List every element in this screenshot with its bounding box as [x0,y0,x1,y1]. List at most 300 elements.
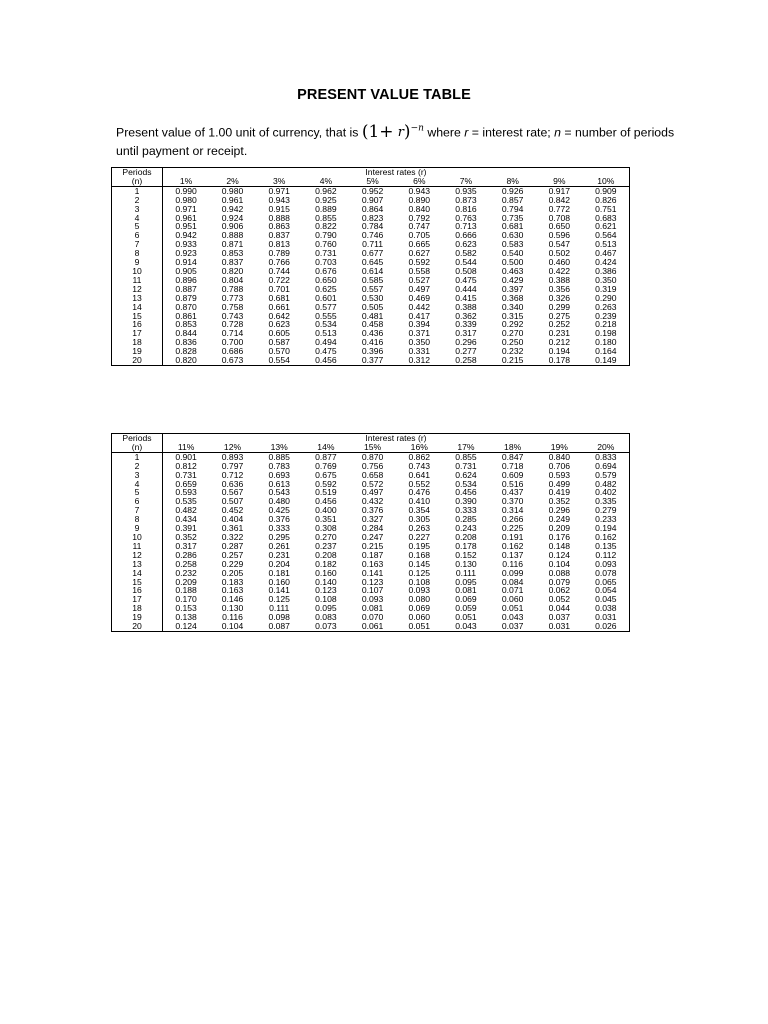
pv-factor-cell: 0.783 [268,461,290,471]
pv-factor-cell: 0.153 [175,604,197,614]
pv-factor-cell: 0.735 [501,213,524,223]
pv-factor-cell: 0.853 [221,249,244,259]
table-row [112,240,630,249]
pv-factor-cell: 0.043 [501,613,524,623]
pv-factor-cell: 0.534 [455,479,477,489]
pv-factor-cell: 0.340 [501,302,524,312]
pv-factor-cell: 0.519 [315,488,337,498]
pv-factor-cell: 0.356 [548,284,571,294]
pv-factor-cell: 0.152 [455,550,477,560]
period-cell: 10 [112,267,163,276]
pv-factor-cell: 0.836 [175,338,197,348]
pv-factor-cell: 0.104 [548,559,571,569]
table-row [112,622,630,631]
table-row [112,515,630,524]
pv-factor-cell: 0.429 [501,275,524,285]
period-cell: 11 [112,276,163,285]
pv-factor-cell: 0.026 [595,622,617,632]
pv-factor-cell: 0.191 [501,532,524,542]
pv-factor-cell: 0.145 [408,559,431,569]
pv-factor-cell: 0.209 [175,577,197,587]
table-row [112,205,630,214]
interest-rates-header: Interest rates (r) [365,167,427,177]
table-row [112,338,630,347]
pv-factor-cell: 0.277 [455,347,477,357]
pv-factor-cell: 0.079 [548,577,571,587]
pv-factor-cell: 0.388 [548,275,571,285]
pv-factor-cell: 0.756 [361,461,384,471]
pv-factor-cell: 0.163 [221,586,244,596]
period-cell: 20 [112,356,163,365]
pv-factor-cell: 0.299 [548,302,571,312]
rate-column-header: 18% [489,443,536,452]
pv-factor-cell: 0.794 [501,204,524,214]
pv-factor-cell: 0.535 [175,497,197,507]
pv-factor-cell: 0.844 [175,329,197,339]
period-cell: 4 [112,214,163,223]
pv-factor-cell: 0.319 [595,284,617,294]
pv-factor-cell: 0.572 [361,479,384,489]
pv-factor-cell: 0.080 [408,595,431,605]
pv-factor-cell: 0.444 [455,284,477,294]
pv-factor-cell: 0.062 [548,586,571,596]
pv-factor-cell: 0.257 [221,550,244,560]
pv-factor-cell: 0.315 [501,311,524,321]
pv-factor-cell: 0.149 [595,356,617,366]
pv-factor-cell: 0.095 [455,577,477,587]
pv-factor-cell: 0.840 [408,204,431,214]
table-row [112,285,630,294]
pv-factor-cell: 0.728 [221,320,244,330]
pv-factor-cell: 0.513 [315,329,337,339]
table-row [112,551,630,560]
pv-factor-cell: 0.111 [269,604,290,614]
pv-factor-cell: 0.250 [501,338,524,348]
pv-factor-cell: 0.625 [315,284,337,294]
pv-factor-cell: 0.093 [361,595,384,605]
table-row [112,506,630,515]
period-cell: 11 [112,542,163,551]
pv-factor-cell: 0.432 [361,497,384,507]
pv-factor-cell: 0.681 [268,293,290,303]
pv-factor-cell: 0.037 [501,622,524,632]
pv-factor-cell: 0.180 [595,338,617,348]
rate-column-header: 1% [163,177,210,186]
pv-factor-cell: 0.436 [361,329,384,339]
pv-factor-cell: 0.943 [268,195,290,205]
rate-column-header: 5% [349,177,396,186]
pv-factor-cell: 0.123 [315,586,337,596]
pv-factor-cell: 0.677 [361,249,384,259]
pv-factor-cell: 0.658 [361,470,384,480]
period-cell: 1 [112,186,163,195]
pv-factor-cell: 0.592 [315,479,337,489]
pv-factor-cell: 0.305 [408,515,431,525]
pv-factor-cell: 0.758 [221,302,244,312]
pv-factor-cell: 0.335 [595,497,617,507]
n-header: (n) [112,177,163,186]
pv-factor-cell: 0.744 [268,266,290,276]
period-cell: 3 [112,471,163,480]
period-cell: 2 [112,196,163,205]
pv-factor-cell: 0.140 [315,577,337,587]
pv-factor-cell: 0.722 [268,275,290,285]
pv-factor-cell: 0.870 [361,452,384,462]
pv-factor-cell: 0.544 [455,258,477,267]
pv-factor-cell: 0.873 [455,195,477,205]
table-row [112,267,630,276]
pv-factor-cell: 0.460 [548,258,571,267]
pv-factor-cell: 0.760 [315,240,337,250]
pv-factor-cell: 0.527 [408,275,431,285]
pv-factor-cell: 0.961 [175,213,197,223]
pv-factor-cell: 0.641 [408,470,431,480]
pv-factor-cell: 0.083 [315,613,337,623]
pv-factor-cell: 0.502 [548,249,571,259]
pv-factor-cell: 0.567 [221,488,244,498]
rate-column-header: 20% [583,443,630,452]
pv-factor-cell: 0.893 [221,452,244,462]
pv-factor-cell: 0.194 [548,347,571,357]
pv-factor-cell: 0.215 [361,541,384,551]
pv-factor-cell: 0.718 [501,461,524,471]
table-row [112,578,630,587]
rate-column-header: 15% [349,443,396,452]
pv-factor-cell: 0.905 [175,266,197,276]
pv-factor-cell: 0.659 [175,479,197,489]
pv-factor-cell: 0.820 [221,266,244,276]
rate-column-header: 4% [303,177,350,186]
pv-factor-cell: 0.061 [361,622,384,632]
n-header: (n) [112,443,163,452]
pv-factor-cell: 0.071 [501,586,524,596]
table-row [112,214,630,223]
period-cell: 7 [112,240,163,249]
pv-factor-cell: 0.263 [595,302,617,312]
pv-factor-cell: 0.425 [268,506,290,516]
period-cell: 12 [112,551,163,560]
pv-factor-cell: 0.070 [361,613,384,623]
pv-factor-cell: 0.482 [595,479,617,489]
pv-factor-cell: 0.095 [315,604,337,614]
table-row [112,542,630,551]
table-row [112,488,630,497]
pv-factor-cell: 0.666 [455,231,477,241]
pv-factor-cell: 0.943 [408,186,431,196]
pv-factor-cell: 0.044 [548,604,571,614]
pv-factor-cell: 0.130 [455,559,477,569]
pv-factor-cell: 0.962 [315,186,337,196]
pv-factor-cell: 0.871 [221,240,244,250]
pv-factor-cell: 0.711 [362,240,384,250]
pv-factor-cell: 0.249 [548,515,571,525]
pv-factor-cell: 0.060 [501,595,524,605]
pv-factor-cell: 0.352 [175,532,197,542]
pv-factor-cell: 0.480 [268,497,290,507]
pv-factor-cell: 0.935 [455,186,477,196]
pv-factor-cell: 0.582 [455,249,477,259]
pv-factor-cell: 0.613 [268,479,290,489]
table-row [112,524,630,533]
pv-factor-cell: 0.475 [455,275,477,285]
pv-factor-cell: 0.390 [455,497,477,507]
pv-factor-cell: 0.322 [221,532,244,542]
pv-factor-cell: 0.284 [361,524,384,533]
pv-factor-cell: 0.051 [408,622,431,632]
pv-factor-cell: 0.188 [175,586,197,596]
pv-factor-cell: 0.773 [221,293,244,303]
pv-factor-cell: 0.675 [315,470,337,480]
table-row [112,186,630,195]
pv-factor-cell: 0.694 [595,461,617,471]
pv-factor-cell: 0.135 [595,541,617,551]
table-row [112,231,630,240]
pv-factor-cell: 0.073 [315,622,337,632]
pv-factor-cell: 0.087 [268,622,290,632]
pv-factor-cell: 0.317 [175,541,197,551]
pv-factor-cell: 0.855 [315,213,337,223]
pv-formula [361,122,424,143]
pv-factor-cell: 0.552 [408,479,431,489]
pv-factor-cell: 0.263 [408,524,431,533]
pv-factor-cell: 0.377 [361,356,384,366]
pv-factor-cell: 0.543 [268,488,290,498]
pv-factor-cell: 0.417 [408,311,431,321]
pv-factor-cell: 0.386 [595,266,617,276]
pv-factor-cell: 0.650 [315,275,337,285]
pv-factor-cell: 0.098 [268,613,290,623]
pv-factor-cell: 0.146 [221,595,244,605]
pv-factor-cell: 0.823 [361,213,384,223]
pv-factor-cell: 0.112 [595,550,617,560]
pv-factor-cell: 0.350 [408,338,431,348]
pv-factor-cell: 0.362 [455,311,477,321]
pv-factor-cell: 0.901 [175,452,197,462]
pv-factor-cell: 0.270 [501,329,524,339]
period-cell: 6 [112,231,163,240]
pv-factor-cell: 0.084 [501,577,524,587]
pv-factor-cell: 0.917 [548,186,571,196]
pv-factor-cell: 0.890 [408,195,431,205]
period-cell: 9 [112,258,163,267]
pv-factor-cell: 0.292 [501,320,524,330]
pv-factor-cell: 0.205 [221,568,244,578]
pv-factor-cell: 0.456 [315,356,337,366]
pv-factor-cell: 0.051 [455,613,477,623]
r-definition: = interest rate; [471,125,551,140]
pv-factor-cell: 0.168 [408,550,431,560]
pv-factor-cell: 0.037 [548,613,571,623]
pv-factor-cell: 0.703 [315,258,337,267]
period-cell: 18 [112,604,163,613]
pv-factor-cell: 0.078 [595,568,617,578]
pv-factor-cell: 0.410 [408,497,431,507]
pv-factor-cell: 0.394 [408,320,431,330]
pv-factor-cell: 0.467 [595,249,617,259]
pv-factor-cell: 0.784 [361,222,384,232]
pv-factor-cell: 0.243 [455,524,477,533]
pv-factor-cell: 0.388 [455,302,477,312]
pv-factor-cell: 0.138 [175,613,197,623]
pv-factor-cell: 0.554 [268,356,290,366]
rate-column-header: 12% [209,443,256,452]
pv-factor-cell: 0.500 [501,258,524,267]
pv-factor-cell: 0.769 [315,461,337,471]
pv-factor-cell: 0.059 [455,604,477,614]
rate-column-header: 3% [256,177,303,186]
pv-factor-cell: 0.743 [408,461,431,471]
table-row [112,347,630,356]
period-cell: 19 [112,613,163,622]
pv-factor-cell: 0.093 [408,586,431,596]
pv-factor-cell: 0.789 [268,249,290,259]
table-row [112,294,630,303]
pv-factor-cell: 0.534 [315,320,337,330]
period-cell: 14 [112,569,163,578]
period-cell: 18 [112,338,163,347]
table-row [112,312,630,321]
pv-factor-cell: 0.258 [455,356,477,366]
pv-factor-cell: 0.743 [221,311,244,321]
pv-factor-cell: 0.376 [268,515,290,525]
pv-factor-cell: 0.828 [175,347,197,357]
pv-factor-cell: 0.031 [548,622,571,632]
period-cell: 17 [112,329,163,338]
rate-column-header: 8% [489,177,536,186]
period-cell: 5 [112,222,163,231]
pv-factor-cell: 0.261 [268,541,290,551]
pv-factor-cell: 0.422 [548,266,571,276]
pv-factor-cell: 0.402 [595,488,617,498]
table-row [112,222,630,231]
pv-factor-cell: 0.896 [175,275,197,285]
pv-factor-cell: 0.593 [548,470,571,480]
pv-factor-cell: 0.045 [595,595,617,605]
pv-factor-cell: 0.163 [361,559,384,569]
pv-factor-cell: 0.857 [501,195,524,205]
pv-factor-cell: 0.125 [268,595,290,605]
pv-factor-cell: 0.469 [408,293,431,303]
pv-factor-cell: 0.266 [501,515,524,525]
pv-factor-cell: 0.961 [221,195,244,205]
pv-factor-cell: 0.577 [315,302,337,312]
pv-factor-cell: 0.530 [361,293,384,303]
pv-factor-cell: 0.295 [268,532,290,542]
rate-column-header: 2% [209,177,256,186]
pv-factor-cell: 0.252 [548,320,571,330]
pv-factor-cell: 0.505 [361,302,384,312]
period-cell: 20 [112,622,163,631]
formula-open: (1+ [361,122,394,143]
pv-factor-cell: 0.621 [595,222,617,232]
pv-factor-cell: 0.296 [548,506,571,516]
pv-factor-cell: 0.463 [501,266,524,276]
pv-factor-cell: 0.351 [315,515,337,525]
pv-factor-cell: 0.162 [501,541,524,551]
pv-factor-cell: 0.499 [548,479,571,489]
period-cell: 15 [112,578,163,587]
pv-factor-cell: 0.763 [455,213,477,223]
page-title: PRESENT VALUE TABLE [297,87,471,103]
pv-factor-cell: 0.547 [548,240,571,250]
pv-factor-cell: 0.081 [361,604,384,614]
pv-factor-cell: 0.060 [408,613,431,623]
rate-column-header: 9% [536,177,583,186]
period-cell: 8 [112,249,163,258]
pv-factor-cell: 0.354 [408,506,431,516]
pv-factor-cell: 0.840 [548,452,571,462]
pv-factor-cell: 0.148 [548,541,571,551]
pv-factor-cell: 0.396 [361,347,384,357]
period-cell: 5 [112,488,163,497]
period-cell: 4 [112,480,163,489]
pv-factor-cell: 0.924 [221,213,244,223]
pv-factor-cell: 0.215 [501,356,524,366]
pv-table-2 [111,433,630,632]
pv-factor-cell: 0.906 [221,222,244,232]
pv-factor-cell: 0.141 [361,568,384,578]
pv-factor-cell: 0.751 [595,204,617,214]
pv-factor-cell: 0.497 [361,488,384,498]
table-row [112,586,630,595]
pv-factor-cell: 0.907 [361,195,384,205]
pv-factor-cell: 0.812 [175,461,197,471]
pv-factor-cell: 0.176 [548,532,571,542]
pv-factor-cell: 0.069 [408,604,431,614]
pv-factor-cell: 0.706 [548,461,571,471]
pv-factor-cell: 0.331 [408,347,431,357]
n-variable: n [554,125,561,140]
pv-factor-cell: 0.065 [595,577,617,587]
pv-factor-cell: 0.312 [408,356,431,366]
pv-factor-cell: 0.862 [408,452,431,462]
pv-factor-cell: 0.130 [221,604,244,614]
period-cell: 9 [112,524,163,533]
pv-factor-cell: 0.434 [175,515,197,525]
pv-factor-cell: 0.452 [221,506,244,516]
pv-factor-cell: 0.317 [455,329,477,339]
pv-factor-cell: 0.442 [408,302,431,312]
pv-factor-cell: 0.614 [361,266,384,276]
pv-factor-cell: 0.731 [175,470,197,480]
pv-factor-cell: 0.052 [548,595,571,605]
period-cell: 16 [112,320,163,329]
pv-factor-cell: 0.481 [361,311,384,321]
pv-factor-cell: 0.137 [501,550,524,560]
pv-factor-cell: 0.225 [501,524,524,533]
pv-factor-cell: 0.352 [548,497,571,507]
pv-factor-cell: 0.788 [221,284,244,294]
pv-factor-cell: 0.108 [315,595,337,605]
pv-factor-cell: 0.661 [268,302,290,312]
pv-factor-cell: 0.111 [455,568,477,578]
pv-factor-cell: 0.456 [455,488,477,498]
pv-factor-cell: 0.624 [455,470,477,480]
pv-factor-cell: 0.713 [455,222,477,232]
pv-factor-cell: 0.160 [315,568,337,578]
pv-factor-cell: 0.123 [361,577,384,587]
pv-factor-cell: 0.507 [221,497,244,507]
pv-factor-cell: 0.170 [175,595,197,605]
pv-factor-cell: 0.609 [501,470,524,480]
table-row [112,258,630,267]
pv-factor-cell: 0.820 [175,356,197,366]
period-cell: 16 [112,586,163,595]
pv-factor-cell: 0.708 [548,213,571,223]
intro-paragraph [116,120,676,160]
where-text: where [427,125,461,140]
pv-factor-cell: 0.747 [408,222,431,232]
